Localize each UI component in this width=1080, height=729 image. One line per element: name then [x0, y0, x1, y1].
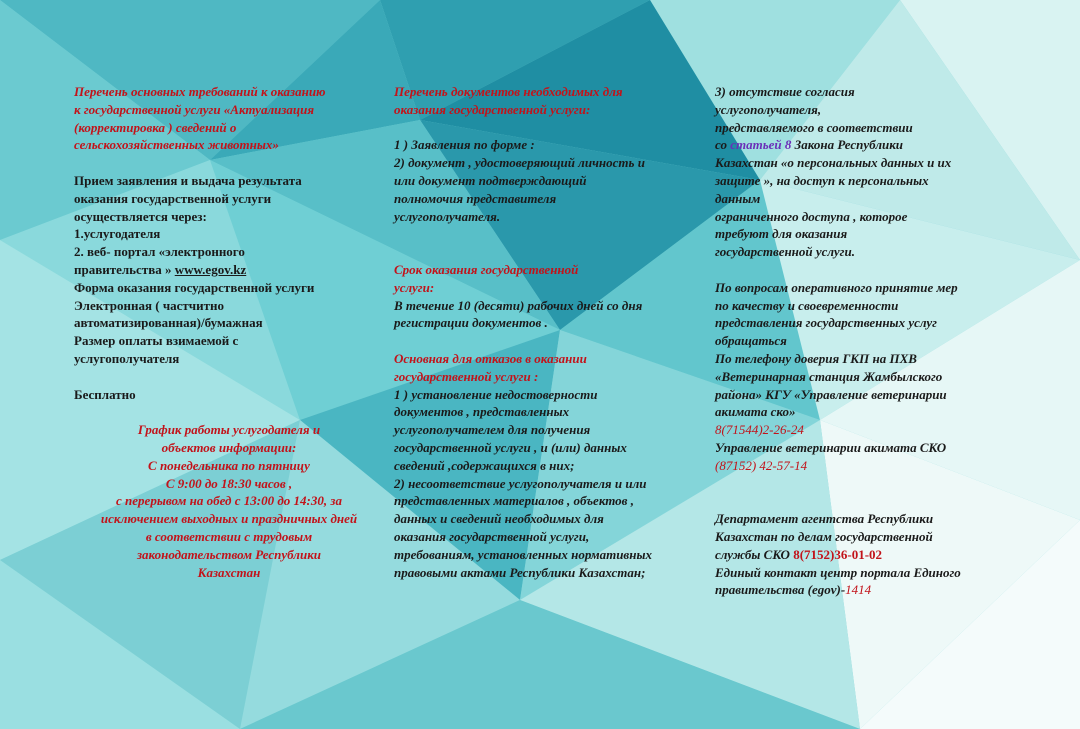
service-channels: Прием заявления и выдача результата оказания государственной услуги осуществляется через: 1.услугодателя 2. веб- портал «электронного правительства » www.egov.kz Форма оказания государственной услуги Электронная ( частчитно автоматизированная)/бумажная Размер оплаты взимаемой с услугополучателя: [74, 172, 315, 366]
agency-phone: 8(7152)36-01-02: [793, 546, 883, 562]
term-heading: Срок оказания государственной услуги:: [394, 261, 579, 295]
hotline-phone: 8(71544)2-26-24: [715, 422, 804, 438]
documents-heading: Перечень документов необходимых для оказания государственной услуги:: [394, 84, 623, 117]
documents-list: 1 ) Заявления по форме : 2) документ , удостоверяющий личность и или документ подтверждающий полномочия представителя услугополучателя.: [394, 137, 645, 224]
agency-info: Департамент агентства Республики Казахстан по делам государственной службы СКО 8(7152)36-01-02 Единый контакт центр портала Единого правительства (egov)-1414: [715, 511, 961, 598]
column-contacts: [715, 83, 1015, 599]
law-article-link[interactable]: статьей 8: [730, 137, 792, 153]
term-text: В течение 10 (десяти) рабочих дней со дня регистрации документов .: [394, 297, 643, 331]
egov-link[interactable]: www.egov.kz: [174, 261, 247, 277]
consent-paragraph: 3) отсутствие согласия услугополучателя, представляемого в соответствии со статьей 8 Закона Республики Казахстан «о персональных данных и их защите », на доступ к персональных данным ограниченного доступа , которое требуют для оказания государственной услуги.: [715, 84, 952, 260]
requirements-heading: Перечень основных требований к оказанию к государственной услуги «Актуализация (корректировка ) сведений о сельскохозяйственных животных»: [74, 84, 326, 153]
refusal-heading: Основная для отказов в оказании государственной услуги :: [394, 350, 587, 384]
price-value: Бесплатно: [74, 386, 136, 402]
work-schedule: График работы услугодателя и объектов информации: С понедельника по пятницу С 9:00 до 18:30 часов , с перерывом на обед с 13:00 до 14:30, за исключением выходных и праздничных дней в соответствии с трудовым законодательством Республики Казахстан: [100, 422, 358, 580]
refusal-list: 1 ) установление недостоверности документов , представленных услугополучателем для получения государственной услуги , и (или) данных сведений ,содержащихся в них; 2) несоответствие услугополучателя и или представленных материалов , объектов , данных и сведений необходимых для оказания государственной услуги, требованиям, установленных нормативных правовыми актами Республики Казахстан;: [394, 386, 652, 580]
column-requirements: [74, 83, 384, 581]
column-documents: [394, 83, 706, 581]
egov-contact-number: 1414: [845, 582, 872, 598]
contact-info: По вопросам оперативного принятие мер по качеству и своевременности представления государственных услуг обращаться По телефону доверия ГКП на ПХВ «Ветеринарная станция Жамбылского района» КГУ «Управление ветеринарии акимата ско» 8(71544)2-26-24 Управление ветеринарии акимата СКО (87152) 42-57-14: [715, 279, 1015, 475]
vet-department-phone: (87152) 42-57-14: [715, 457, 808, 473]
